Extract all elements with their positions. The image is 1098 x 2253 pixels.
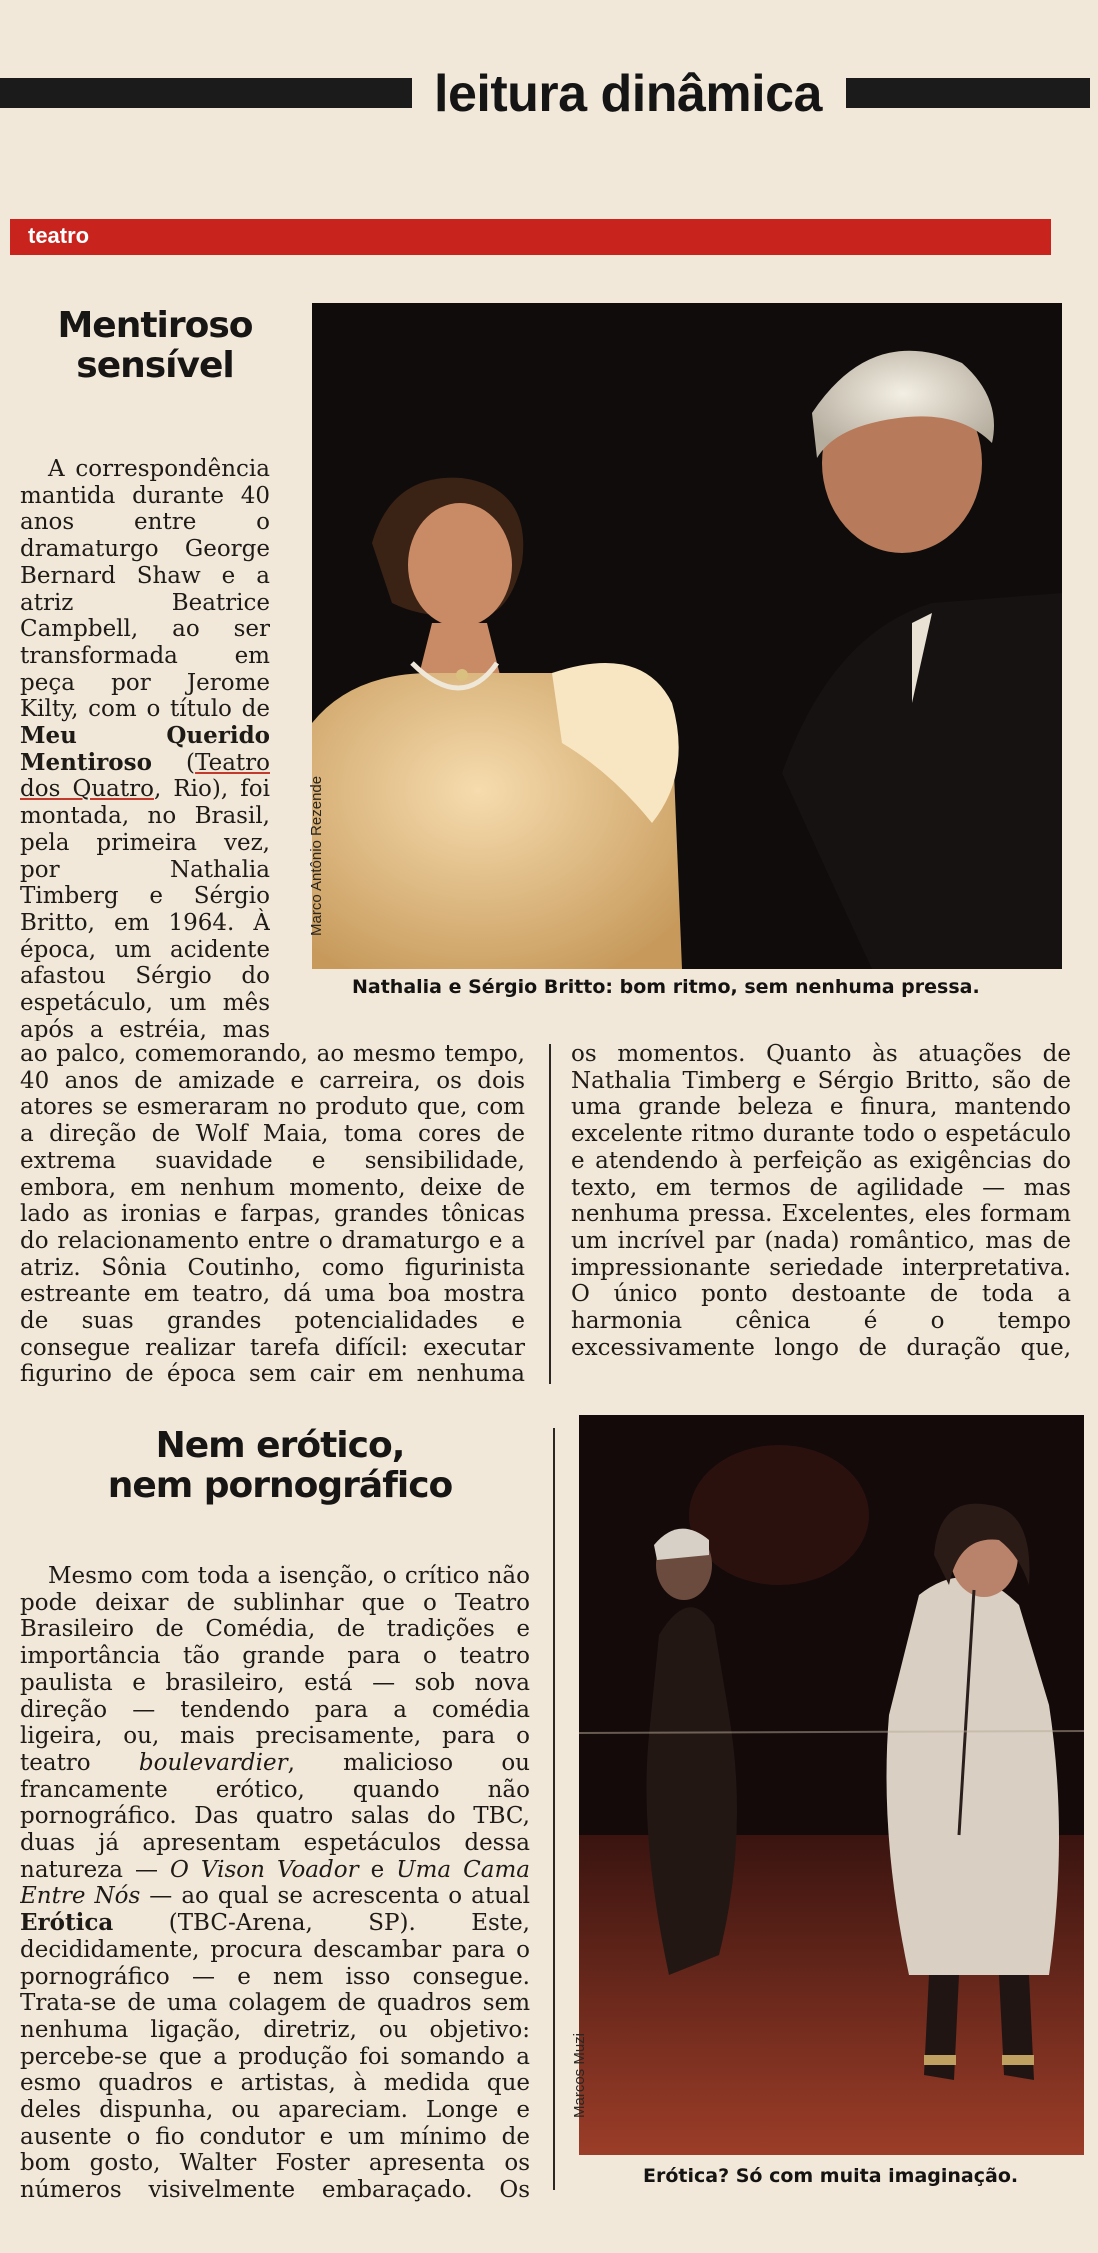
article1-photo	[312, 303, 1062, 969]
article1-col2	[20, 1041, 525, 1386]
article1-column-rule	[549, 1044, 551, 1384]
article1-text-end: os momentos. Quanto às atuações de Nathalia Timberg e Sérgio Britto, são de uma grande beleza e finura, mantendo excelente ritmo durante todo o espetáculo e atendendo à perfeição as exigências do texto, em termos de agilidade — mas nenhuma pressa. Excelentes, eles formam um incrível par (nada) romântico, mas de impressionante seriedade interpretativa. O único ponto destoante de toda a harmonia cênica é o tempo excessivamente longo de duração que,	[571, 1041, 1071, 1361]
article2-play-title: Erótica	[20, 1909, 114, 1937]
article1-photo-credit: Marco Antônio Rezende	[308, 775, 325, 936]
article2-photo-image	[579, 1415, 1084, 2155]
article2-boulevardier: boulevardier	[138, 1749, 288, 1776]
article2-caption: Erótica? Só com muita imaginação.	[643, 2165, 1019, 2187]
article2-column-rule	[553, 1428, 555, 2190]
article2-headline-line2: nem pornográfico	[107, 1465, 453, 1506]
article2-photo	[579, 1415, 1084, 2155]
article1-text-cont: ao palco, comemorando, ao mesmo tempo, 40 anos de amizade e carreira, os dois atores se esmeraram no produto que, com a direção de Wolf Maia, toma cores de extrema suavidade e sensibilidade, embora, em nenhum momento, deixe de lado as ironias e farpas, grandes tônicas do relacionamento entre o dramaturgo e a atriz. Sônia Coutinho, como figurinista estreante em teatro, dá uma boa mostra de suas grandes potencialidades e consegue realizar tarefa difícil: executar figurino de época sem cair em nenhuma	[20, 1041, 525, 1386]
article2-play2: Uma Cama Entre Nós	[20, 1856, 530, 1910]
article1-caption: Nathalia e Sérgio Britto: bom ritmo, sem nenhuma pressa.	[352, 976, 980, 998]
article2-headline-line1: Nem erótico,	[155, 1425, 405, 1466]
section-bar	[10, 219, 1051, 255]
article1-theatre-name: Teatro dos Quatro	[20, 749, 270, 803]
article1-col1: A correspondência mantida durante 40 anos entre o dramaturgo George Bernard Shaw e a atriz Beatrice Campbell, ao ser transformada em peça por Jerome Kilty, com o título de Meu Querido Mentiroso (Teatro dos Quatro, Rio), foi montada, no Brasil, pela primeira vez, por Nathalia Timberg e Sérgio Britto, em 1964. À época, um acidente afastou Sérgio do espetáculo, um mês após a estréia, mas	[20, 456, 270, 1041]
section-label: teatro	[28, 223, 90, 248]
article2-photo-credit: Marcos Muzi	[571, 2032, 588, 2118]
article2-headline	[70, 1426, 490, 1506]
article2-col: Mesmo com toda a isenção, o crítico não pode deixar de sublinhar que o Teatro Brasileiro de Comédia, de tradições e importância tão grande para o teatro paulista e brasileiro, está — sob nova direção — tendendo para a comédia ligeira, ou, mais precisamente, para o teatro boulevardier, malicioso ou francamente erótico, quando não pornográfico. Das quatro salas do TBC, duas já apresentam espetáculos dessa natureza — O Vison Voador e Uma Cama Entre Nós — ao qual se acrescenta o atual Erótica (TBC-Arena, SP). Este, decididamente, procura descambar para o pornográfico — e nem isso consegue. Trata-se de uma colagem de quadros sem nenhuma ligação, diretriz, ou objetivo: percebe-se que a produção foi somando a esmo quadros e artistas, à medida que deles dispunha, ou apareciam. Longe e ausente o fio condutor e um mínimo de bom gosto, Walter Foster apresenta os números visivelmente embaraçado. Os	[20, 1563, 530, 2203]
article1-text: A correspondência mantida durante 40 anos entre o dramaturgo George Bernard Shaw e a atriz Beatrice Campbell, ao ser transformada em peça por Jerome Kilty, com o título de	[20, 456, 270, 723]
article1-headline	[20, 306, 290, 386]
page-title: leitura dinâmica	[434, 65, 822, 123]
header-rule-left	[0, 78, 412, 108]
article1-col3	[571, 1041, 1071, 1361]
article1-play-title: Meu Querido Mentiroso	[20, 722, 270, 776]
header-rule-right	[846, 78, 1090, 108]
article2-play1: O Vison Voador	[170, 1856, 359, 1883]
article1-photo-image	[312, 303, 1062, 969]
article1-headline-line1: Mentiroso	[57, 305, 253, 346]
article1-headline-line2: sensível	[76, 345, 234, 386]
